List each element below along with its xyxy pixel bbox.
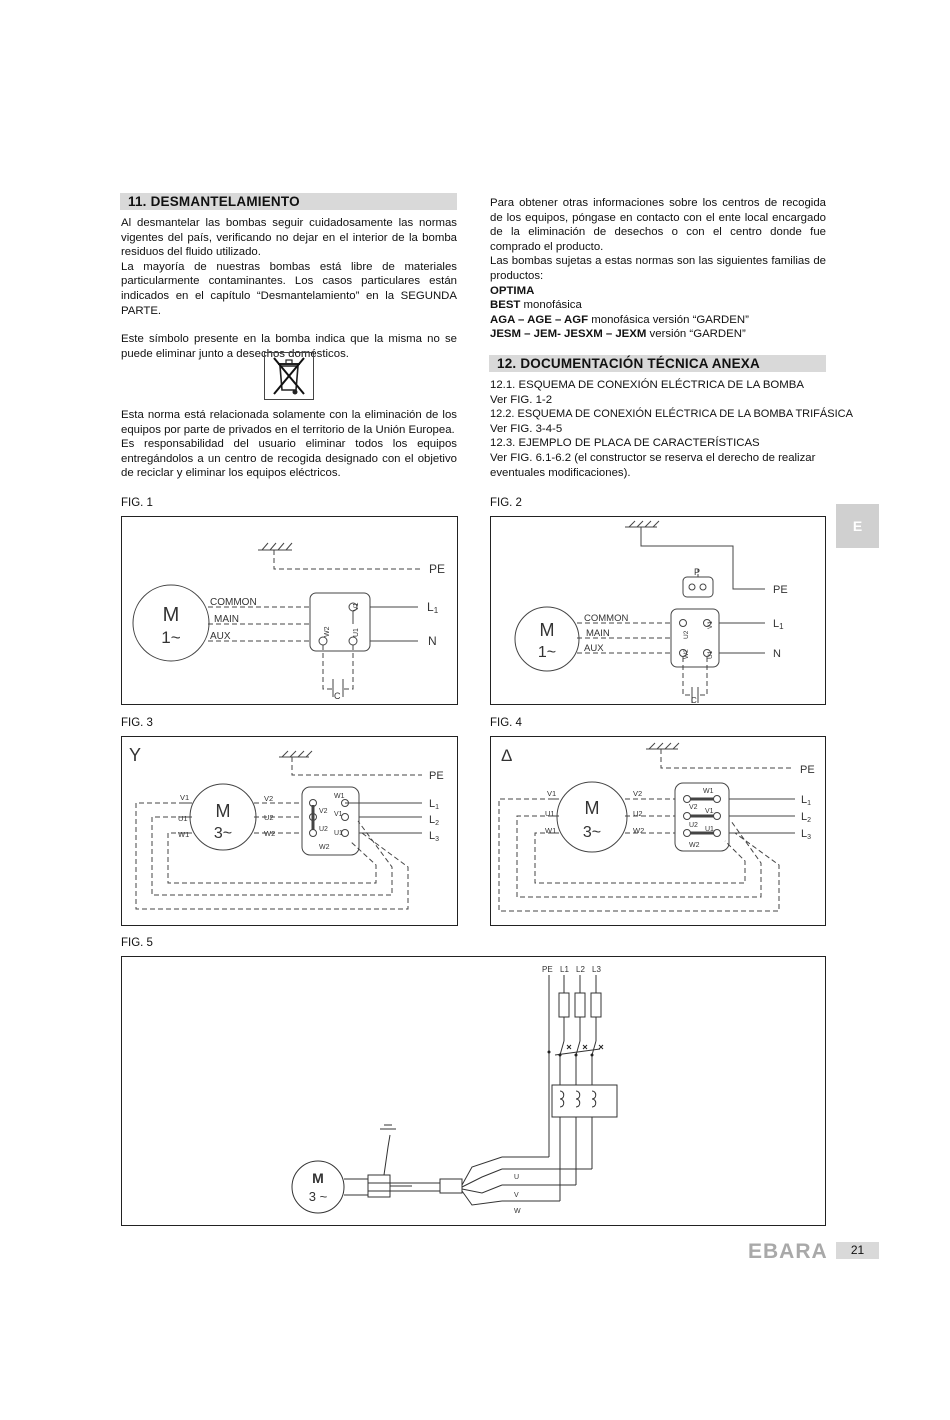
terminal-label: V2 <box>633 789 643 798</box>
fig-2-diagram <box>490 516 826 705</box>
paragraph: La mayoría de nuestras bombas está libre de materiales particularmente contaminantes. Los casos particulares están indicados en el capítulo “Desmantelamiento” en la SEGUNDA PARTE. <box>121 260 457 317</box>
wire-label: MAIN <box>586 628 610 639</box>
terminal-label: V1 <box>353 602 360 611</box>
terminal-label: W2 <box>689 842 700 849</box>
motor-label: M <box>584 798 600 818</box>
wire-label: AUX <box>210 631 231 642</box>
pe-label: PE <box>773 584 788 596</box>
pressure-switch-label: P <box>694 567 701 577</box>
paragraph: Esta norma está relacionada solamente con la eliminación de los equipos por parte de privados en el territorio de la Unión Europea. <box>121 409 457 436</box>
motor-phase: 3 ~ <box>308 1189 328 1204</box>
section-12-heading: 12. DOCUMENTACIÓN TÉCNICA ANEXA <box>489 355 826 372</box>
terminal-label: W2 <box>264 829 276 838</box>
fig-1-diagram <box>121 516 458 705</box>
terminal-label: W1 <box>703 788 714 795</box>
phase-label: U <box>514 1174 520 1181</box>
wire-label: AUX <box>584 643 604 654</box>
wire-label: MAIN <box>214 614 239 625</box>
pe-label: PE <box>800 764 815 776</box>
wire-label: COMMON <box>584 613 629 624</box>
terminal-label: V1 <box>707 621 714 629</box>
terminal-label: W1 <box>334 793 345 800</box>
terminal-label: U1 <box>334 830 343 837</box>
phase-label: V <box>514 1192 519 1199</box>
terminal-label: V1 <box>180 793 190 802</box>
fig-5-diagram <box>121 956 826 1226</box>
line-label: L2 <box>801 811 812 824</box>
terminal-label: W1 <box>178 830 190 839</box>
terminal-label: V2 <box>264 794 274 803</box>
weee-bin-icon <box>264 352 314 400</box>
capacitor-label: C <box>334 691 341 701</box>
motor-label: M <box>162 604 180 626</box>
terminal-label: U2 <box>264 813 274 822</box>
terminal-label: V2 <box>689 804 698 811</box>
doc-line: 12.2. ESQUEMA DE CONEXIÓN ELÉCTRICA DE LA BOMBA TRIFÁSICA <box>490 408 853 421</box>
motor-phase: 3~ <box>213 825 233 842</box>
line-label: L1 <box>427 600 439 615</box>
doc-line: 12.1. ESQUEMA DE CONEXIÓN ELÉCTRICA DE LA BOMBA <box>490 379 804 391</box>
section-11-body <box>121 216 457 361</box>
paragraph: Para obtener otras informaciones sobre los centros de recogida de los equipos, póngase en contacto con el ente local encargado de la eliminación de desechos o con el centro donde fue comprado el producto. <box>490 197 826 253</box>
terminal-label: U1 <box>705 826 714 833</box>
line-label: L1 <box>773 618 784 631</box>
ebara-logo: EBARA <box>748 1240 828 1263</box>
terminal-label: V2 <box>319 808 328 815</box>
motor-label: M <box>215 801 231 821</box>
supply-label: PE <box>542 965 553 974</box>
wire-label: COMMON <box>210 597 257 608</box>
delta-symbol: Δ <box>501 746 513 765</box>
neutral-label: N <box>428 634 437 648</box>
paragraph: Este símbolo presente en la bomba indica que la misma no se puede eliminar junto a desechos domésticos. <box>121 333 457 360</box>
terminal-label: U2 <box>319 826 328 833</box>
line-label: L1 <box>429 798 440 811</box>
supply-label: L1 <box>560 965 569 974</box>
line-label: L1 <box>801 794 812 807</box>
terminal-label: U1 <box>353 628 360 637</box>
doc-line: Ver FIG. 6.1-6.2 (el constructor se reserva el derecho de realizar eventuales modificaciones). <box>490 451 816 479</box>
terminal-label: U2 <box>633 809 643 818</box>
line-label: L3 <box>429 830 440 843</box>
paragraph: Al desmantelar las bombas seguir cuidadosamente las normas vigentes del país, verificando no dejar en el interior de la bomba residuos del fluido utilizado. <box>121 217 457 259</box>
doc-line: Ver FIG. 3-4-5 <box>490 422 563 435</box>
star-symbol: Y <box>129 745 142 765</box>
terminal-label: W1 <box>545 826 557 835</box>
motor-label: M <box>312 1170 324 1186</box>
product-family: BEST monofásica <box>490 299 582 312</box>
supply-label: L2 <box>576 965 585 974</box>
product-family: JESM – JEM- JESXM – JEXM versión “GARDEN” <box>490 328 746 341</box>
language-tab: E <box>836 504 879 548</box>
pe-label: PE <box>429 770 444 782</box>
neutral-label: N <box>773 648 781 660</box>
fig-3-label: FIG. 3 <box>121 717 153 729</box>
terminal-label: U1 <box>545 809 555 818</box>
fig-4-label: FIG. 4 <box>490 717 522 729</box>
section-11-heading: 11. DESMANTELAMIENTO <box>120 193 457 210</box>
pe-label: PE <box>429 562 446 576</box>
motor-phase: 1~ <box>161 628 181 647</box>
fig-1-label: FIG. 1 <box>121 497 153 509</box>
terminal-label: U2 <box>689 822 698 829</box>
paragraph: Las bombas sujetas a estas normas son las siguientes familias de productos: <box>490 255 826 282</box>
terminal-label: U1 <box>707 650 714 659</box>
motor-phase: 1~ <box>537 644 557 661</box>
doc-line: 12.3. EJEMPLO DE PLACA DE CARACTERÍSTICAS <box>490 437 760 450</box>
supply-label: L3 <box>592 965 601 974</box>
terminal-label: U2 <box>683 630 690 639</box>
terminal-label: W2 <box>633 826 645 835</box>
paragraph: Es responsabilidad del usuario eliminar todos los equipos entregándolos a un centro de recogida designado con el objetivo de reciclar y eliminar los equipos eléctricos. <box>121 438 457 480</box>
phase-label: W <box>514 1208 521 1215</box>
doc-line: Ver FIG. 1-2 <box>490 393 553 406</box>
section-11-body-2 <box>121 408 457 481</box>
product-family: OPTIMA <box>490 284 535 297</box>
terminal-label: W2 <box>319 844 330 851</box>
product-family: AGA – AGE – AGF monofásica versión “GARDEN” <box>490 313 749 326</box>
terminal-label: V1 <box>705 808 714 815</box>
terminal-label: V1 <box>334 811 343 818</box>
terminal-label: U1 <box>178 814 188 823</box>
fig-4-diagram <box>490 736 826 926</box>
terminal-label: V1 <box>547 789 557 798</box>
capacitor-label: C <box>691 696 697 704</box>
terminal-label: W2 <box>324 626 331 637</box>
fig-2-label: FIG. 2 <box>490 497 522 509</box>
motor-phase: 3~ <box>582 824 602 841</box>
terminal-label: W2 <box>683 649 690 659</box>
fig-5-label: FIG. 5 <box>121 937 153 949</box>
line-label: L2 <box>429 814 440 827</box>
section-12-body <box>490 378 853 480</box>
line-label: L3 <box>801 828 812 841</box>
fig-3-diagram <box>121 736 458 926</box>
page-number: 21 <box>836 1242 879 1259</box>
motor-label: M <box>539 620 555 640</box>
right-column-text <box>490 196 826 342</box>
